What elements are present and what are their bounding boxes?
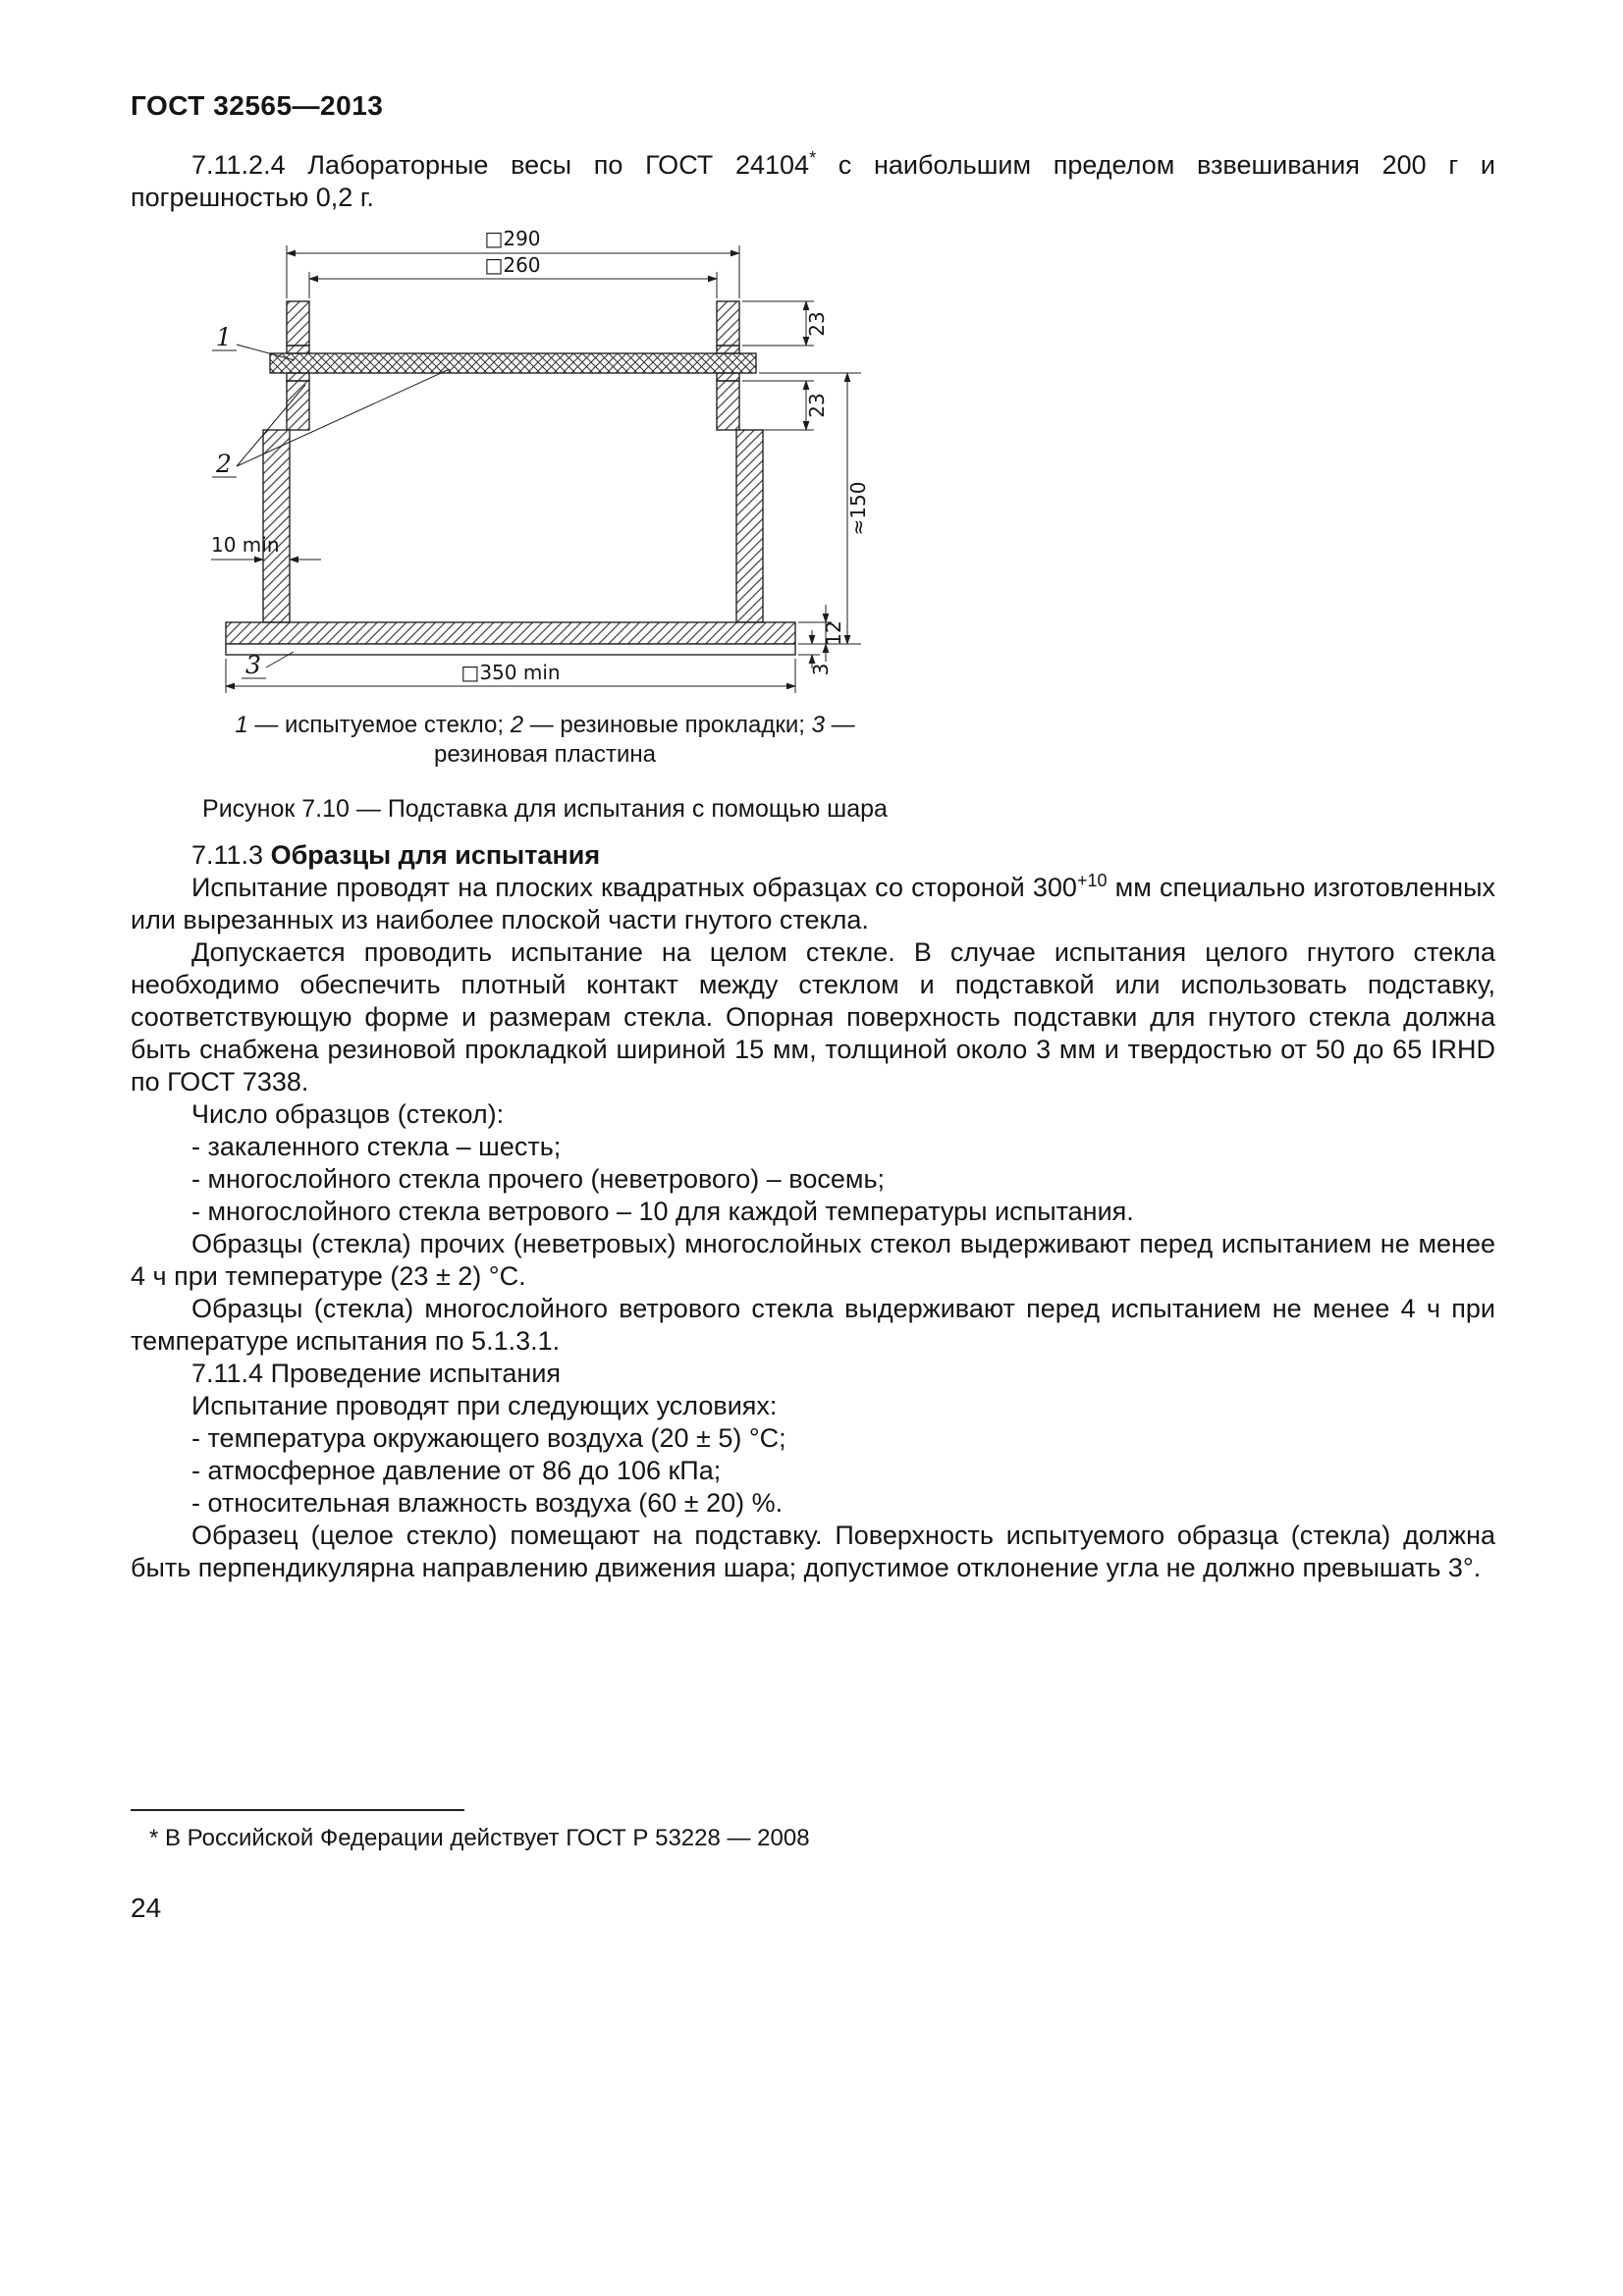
list-item: - многослойного стекла ветрового – 10 для каждой температуры испытания. bbox=[191, 1197, 1134, 1226]
section-7-11-4 bbox=[131, 1358, 1495, 1584]
support-flange-left bbox=[287, 381, 309, 430]
box-wall-left bbox=[263, 430, 290, 622]
legend-num-1: 1 bbox=[235, 712, 248, 738]
page-number: 24 bbox=[131, 1893, 162, 1923]
rubber-gasket-upper-left bbox=[287, 346, 309, 353]
section-heading-7-11-3 bbox=[131, 839, 1495, 872]
legend-num-3: 3 bbox=[811, 712, 825, 738]
figure-title: Рисунок 7.10 — Подставка для испытания с помощью шара bbox=[202, 795, 888, 823]
glass-specimen bbox=[270, 353, 756, 373]
box-wall-right bbox=[736, 430, 763, 622]
support-flange-right bbox=[717, 381, 739, 430]
leader-gaskets bbox=[237, 369, 450, 466]
paragraph: Образцы (стекла) прочих (неветровых) многослойных стекол выдерживают перед испытанием не менее 4 ч при температуре (23 ± 2) °С. bbox=[131, 1229, 1495, 1291]
dim-wall-label: 10 min bbox=[211, 533, 280, 557]
paragraph-text: Испытание проводят на плоских квадратных образцах со стороной 300 bbox=[191, 873, 1077, 902]
figure-legend bbox=[201, 711, 889, 770]
legend-text-3: — резиновая пластина bbox=[433, 712, 855, 768]
list-item: - относительная влажность воздуха (60 ± 20) %. bbox=[191, 1488, 784, 1518]
list-item: - атмосферное давление от 86 до 106 кПа; bbox=[191, 1456, 722, 1485]
clamp-frame-right bbox=[717, 301, 739, 346]
rubber-gasket-lower-right bbox=[717, 373, 739, 381]
clamp-frame-left bbox=[287, 301, 309, 346]
footnote-marker: * bbox=[809, 148, 817, 168]
dim-290-label: □290 bbox=[484, 230, 541, 250]
paragraph: Образец (целое стекло) помещают на подставку. Поверхность испытуемого образца (стекла) должна быть перпендикулярна направлению движения шара; допустимое отклонение угла не должно превышать 3°. bbox=[131, 1521, 1495, 1582]
list-item: - многослойного стекла прочего (неветрового) – восемь; bbox=[191, 1164, 886, 1194]
leader-glass bbox=[237, 345, 295, 360]
page-content bbox=[131, 90, 1495, 1584]
paragraph-7-11-2-4 bbox=[131, 149, 1495, 214]
test-stand-drawing bbox=[211, 230, 879, 701]
callout-1: 1 bbox=[216, 323, 232, 351]
legend-text-1: — испытуемое стекло; bbox=[247, 712, 511, 738]
paragraph: Число образцов (стекол): bbox=[191, 1099, 505, 1129]
dim-3-label: 3 bbox=[809, 663, 833, 676]
legend-text-2: — резиновые прокладки; bbox=[523, 712, 812, 738]
dim-150-label: ≈150 bbox=[846, 481, 870, 536]
section-title: Образцы для испытания bbox=[270, 840, 601, 870]
section-number: 7.11.3 bbox=[191, 840, 271, 870]
list-item: - закаленного стекла – шесть; bbox=[191, 1132, 562, 1161]
dim-350-label: □350 min bbox=[460, 661, 561, 684]
callout-2: 2 bbox=[216, 450, 232, 478]
stand-structure bbox=[226, 301, 795, 655]
footnote-text: * В Российской Федерации действует ГОСТ Р 53228 — 2008 bbox=[149, 1825, 810, 1851]
base-plate bbox=[226, 622, 795, 644]
rubber-sheet bbox=[226, 644, 795, 655]
paragraph: Допускается проводить испытание на целом стекле. В случае испытания целого гнутого стекла необходимо обеспечить плотный контакт между стеклом и подставкой или использовать подставку, соответствующую форме и размерам стекла. Опорная поверхность подставки для гнутого стекла должна быть снабжена резиновой прокладкой шириной 15 мм, толщиной около 3 мм и твердостью от 50 до 65 IRHD по ГОСТ 7338. bbox=[131, 937, 1495, 1096]
figure-7-10 bbox=[201, 230, 889, 824]
dim-23-mid-label: 23 bbox=[805, 393, 829, 418]
rubber-gasket-upper-right bbox=[717, 346, 739, 353]
paragraph-text: 7.11.2.4 Лабораторные весы по ГОСТ 24104 bbox=[191, 150, 810, 180]
tolerance-superscript: +10 bbox=[1076, 871, 1108, 890]
paragraph bbox=[131, 872, 1495, 936]
section-7-11-3 bbox=[131, 839, 1495, 1358]
dim-12-label: 12 bbox=[822, 620, 845, 646]
section-heading-7-11-4: 7.11.4 Проведение испытания bbox=[191, 1359, 562, 1388]
paragraph: Испытание проводят при следующих условиях: bbox=[191, 1391, 778, 1420]
callout-3: 3 bbox=[245, 651, 261, 679]
document-header: ГОСТ 32565—2013 bbox=[131, 90, 384, 121]
list-item: - температура окружающего воздуха (20 ± 5) °С; bbox=[191, 1423, 786, 1453]
paragraph-text: мм специально изготовленных или вырезанных из наиболее плоской части гнутого стекла. bbox=[131, 873, 1495, 934]
dim-23-top-label: 23 bbox=[805, 311, 829, 337]
dim-260-label: □260 bbox=[484, 253, 541, 277]
paragraph-text: с наибольшим пределом взвешивания 200 г и погрешностью 0,2 г. bbox=[131, 150, 1495, 212]
legend-num-2: 2 bbox=[510, 712, 524, 738]
footnote-divider bbox=[131, 1809, 464, 1811]
paragraph: Образцы (стекла) многослойного ветрового стекла выдерживают перед испытанием не менее 4 ч при температуре испытания по 5.1.3.1. bbox=[131, 1294, 1495, 1356]
rubber-gasket-lower-left bbox=[287, 373, 309, 381]
